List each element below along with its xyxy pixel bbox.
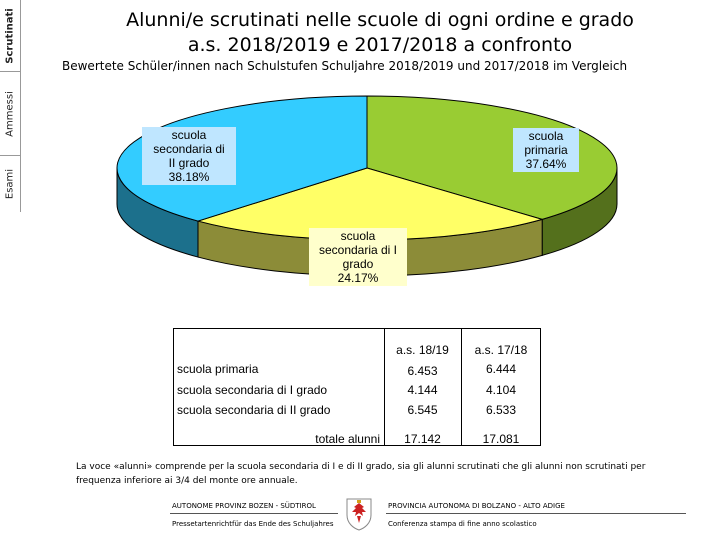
- coat-of-arms-icon: [344, 497, 374, 531]
- slice-label-line: scuola: [340, 229, 376, 243]
- footer-right-top: PROVINCIA AUTONOMA DI BOLZANO - ALTO ADIGE: [388, 502, 565, 510]
- slice-label-line: grado: [342, 257, 374, 271]
- footer-rule: [170, 513, 338, 514]
- slice-label-secondaria-1: [309, 228, 407, 286]
- slice-label-line: II grado: [168, 156, 210, 170]
- tab-label: Scrutinati: [4, 7, 16, 64]
- footer-rule: [386, 513, 686, 514]
- slice-label-secondaria-2: [142, 127, 236, 185]
- slice-label-line: secondaria di: [153, 142, 225, 156]
- cell-value: 6.533: [485, 403, 517, 417]
- page-subtitle: Bewertete Schüler/innen nach Schulstufen Schuljahre 2018/2019 und 2017/2018 im Vergleich: [62, 59, 628, 73]
- table-divider: [461, 329, 462, 445]
- slice-pct: 38.18%: [168, 170, 210, 184]
- title-line-1: Alunni/e scrutinati nelle scuole di ogni ordine e grado: [126, 9, 634, 31]
- footer-left-bottom: Pressetartenrichtfür das Ende des Schuljahres: [172, 520, 334, 528]
- row-label: scuola primaria: [177, 362, 259, 376]
- tab-label: Ammessi: [4, 90, 16, 137]
- footer-left-top: AUTONOME PROVINZ BOZEN - SÜDTIROL: [172, 502, 316, 510]
- cell-value: 4.104: [485, 383, 517, 397]
- cell-value: 4.144: [407, 383, 438, 397]
- col-header: a.s. 17/18: [474, 343, 528, 357]
- cell-value: 6.453: [407, 364, 438, 378]
- table-divider: [384, 329, 385, 445]
- col-header: a.s. 18/19: [396, 343, 449, 357]
- slice-label-line: scuola: [528, 129, 564, 143]
- slice-pct: 37.64%: [525, 157, 567, 171]
- footer-right-bottom: Conferenza stampa di fine anno scolastico: [388, 520, 537, 528]
- total-value: 17.081: [482, 432, 520, 446]
- data-table: [173, 328, 541, 446]
- total-value: 17.142: [404, 432, 441, 446]
- slice-label-line: secondaria di I: [318, 243, 398, 257]
- slice-label-primaria: [513, 128, 579, 172]
- slice-label-line: scuola: [171, 128, 207, 142]
- cell-value: 6.444: [485, 362, 517, 376]
- title-line-2: a.s. 2018/2019 e 2017/2018 a confronto: [187, 34, 573, 56]
- row-label: scuola secondaria di II grado: [177, 403, 331, 417]
- slice-label-line: primaria: [524, 143, 568, 157]
- cell-value: 6.545: [407, 403, 438, 417]
- tab-label: Esami: [4, 168, 16, 200]
- total-label: totale alunni: [315, 432, 380, 446]
- slice-pct: 24.17%: [337, 271, 379, 285]
- row-label: scuola secondaria di I grado: [177, 383, 328, 397]
- footnote: La voce «alunni» comprende per la scuola secondaria di I e di II grado, sia gli alunni scrutinati che gli alunni non scrutinati per frequenza inferiore ai 3/4 del monte ore annuale.: [76, 462, 646, 486]
